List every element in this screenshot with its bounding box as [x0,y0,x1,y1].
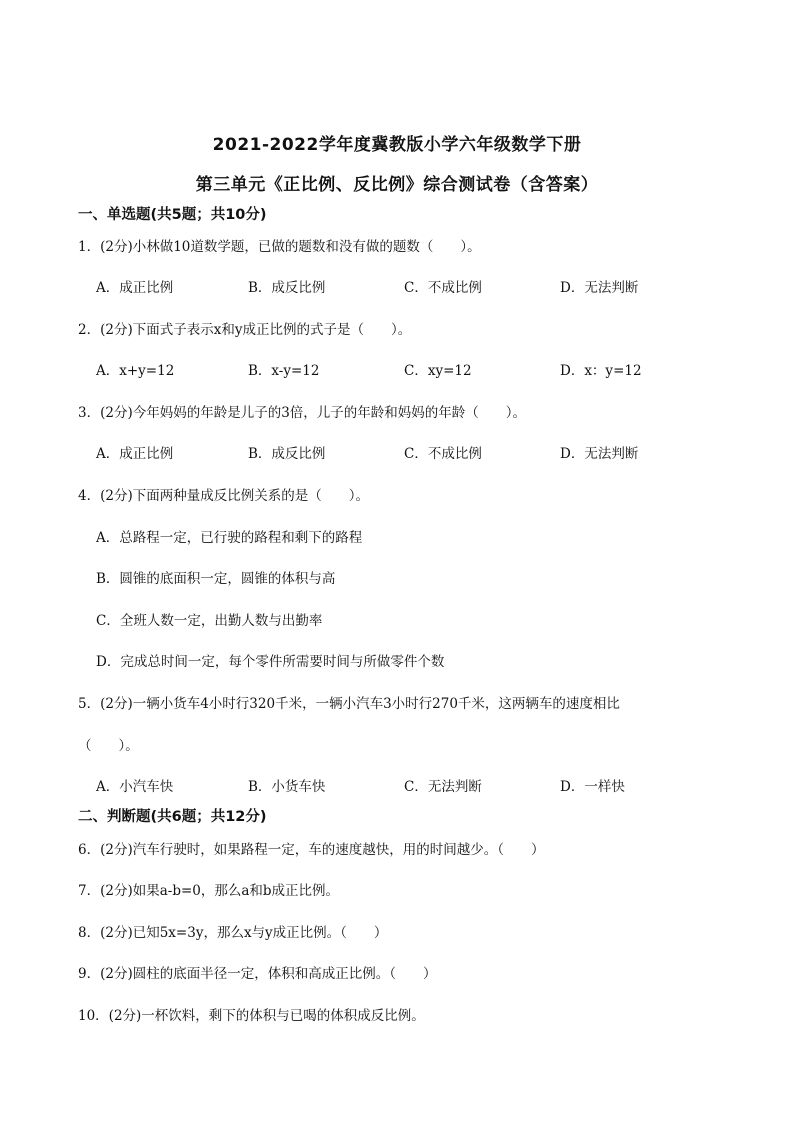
question-1-option-d[interactable]: D．无法判断 [560,280,639,296]
question-10: 10．(2分)一杯饮料，剩下的体积与已喝的体积成反比例。 [78,1008,425,1024]
exam-title-line1: 2021-2022学年度冀教版小学六年级数学下册 [212,135,582,155]
question-4-option-c[interactable]: C．全班人数一定，出勤人数与出勤率 [96,613,323,629]
question-4-option-a[interactable]: A．总路程一定，已行驶的路程和剩下的路程 [96,530,363,546]
question-3-option-b[interactable]: B．成反比例 [248,446,326,462]
question-4-option-d[interactable]: D．完成总时间一定，每个零件所需要时间与所做零件个数 [96,654,445,670]
question-5-option-c[interactable]: C．无法判断 [404,779,482,795]
question-6: 6．(2分)汽车行驶时，如果路程一定，车的速度越快，用的时间越少。（ ） [78,842,545,858]
question-2-option-a[interactable]: A．x+y=12 [96,363,175,379]
question-1-option-b[interactable]: B．成反比例 [248,280,326,296]
question-8: 8．(2分)已知5x=3y，那么x与y成正比例。（ ） [78,925,388,941]
question-2: 2．(2分)下面式子表示x和y成正比例的式子是（ ）。 [78,322,412,338]
question-5-continuation: （ ）。 [78,738,139,754]
question-3-option-a[interactable]: A．成正比例 [96,446,174,462]
question-3-option-d[interactable]: D．无法判断 [560,446,639,462]
question-5-options [96,775,716,795]
question-1-options [96,276,716,296]
question-5: 5．(2分)一辆小货车4小时行320千米，一辆小汽车3小时行270千米，这两辆车的速度相比 [78,696,620,712]
question-1: 1．(2分)小林做10道数学题，已做的题数和没有做的题数（ ）。 [78,239,481,255]
question-2-option-c[interactable]: C．xy=12 [404,363,472,379]
question-7: 7．(2分)如果a-b=0，那么a和b成正比例。 [78,883,340,899]
question-3-option-c[interactable]: C．不成比例 [404,446,482,462]
question-2-options [96,359,716,379]
question-4-option-b[interactable]: B．圆锥的底面积一定，圆锥的体积与高 [96,571,336,587]
section-heading-single-choice: 一、单选题(共5题；共10分) [78,207,267,223]
question-9: 9．(2分)圆柱的底面半径一定，体积和高成正比例。（ ） [78,966,437,982]
question-1-option-a[interactable]: A．成正比例 [96,280,174,296]
question-5-option-a[interactable]: A．小汽车快 [96,779,174,795]
question-3: 3．(2分)今年妈妈的年龄是儿子的3倍，儿子的年龄和妈妈的年龄（ ）。 [78,405,527,421]
question-1-option-c[interactable]: C．不成比例 [404,280,482,296]
question-5-option-d[interactable]: D．一样快 [560,779,625,795]
exam-title-line2: 第三单元《正比例、反比例》综合测试卷（含答案） [195,175,599,195]
question-4: 4．(2分)下面两种量成反比例关系的是（ ）。 [78,488,369,504]
question-3-options [96,442,716,462]
question-2-option-d[interactable]: D．x：y=12 [560,363,642,379]
section-heading-true-false: 二、判断题(共6题；共12分) [78,809,267,825]
question-2-option-b[interactable]: B．x-y=12 [248,363,320,379]
question-5-option-b[interactable]: B．小货车快 [248,779,326,795]
